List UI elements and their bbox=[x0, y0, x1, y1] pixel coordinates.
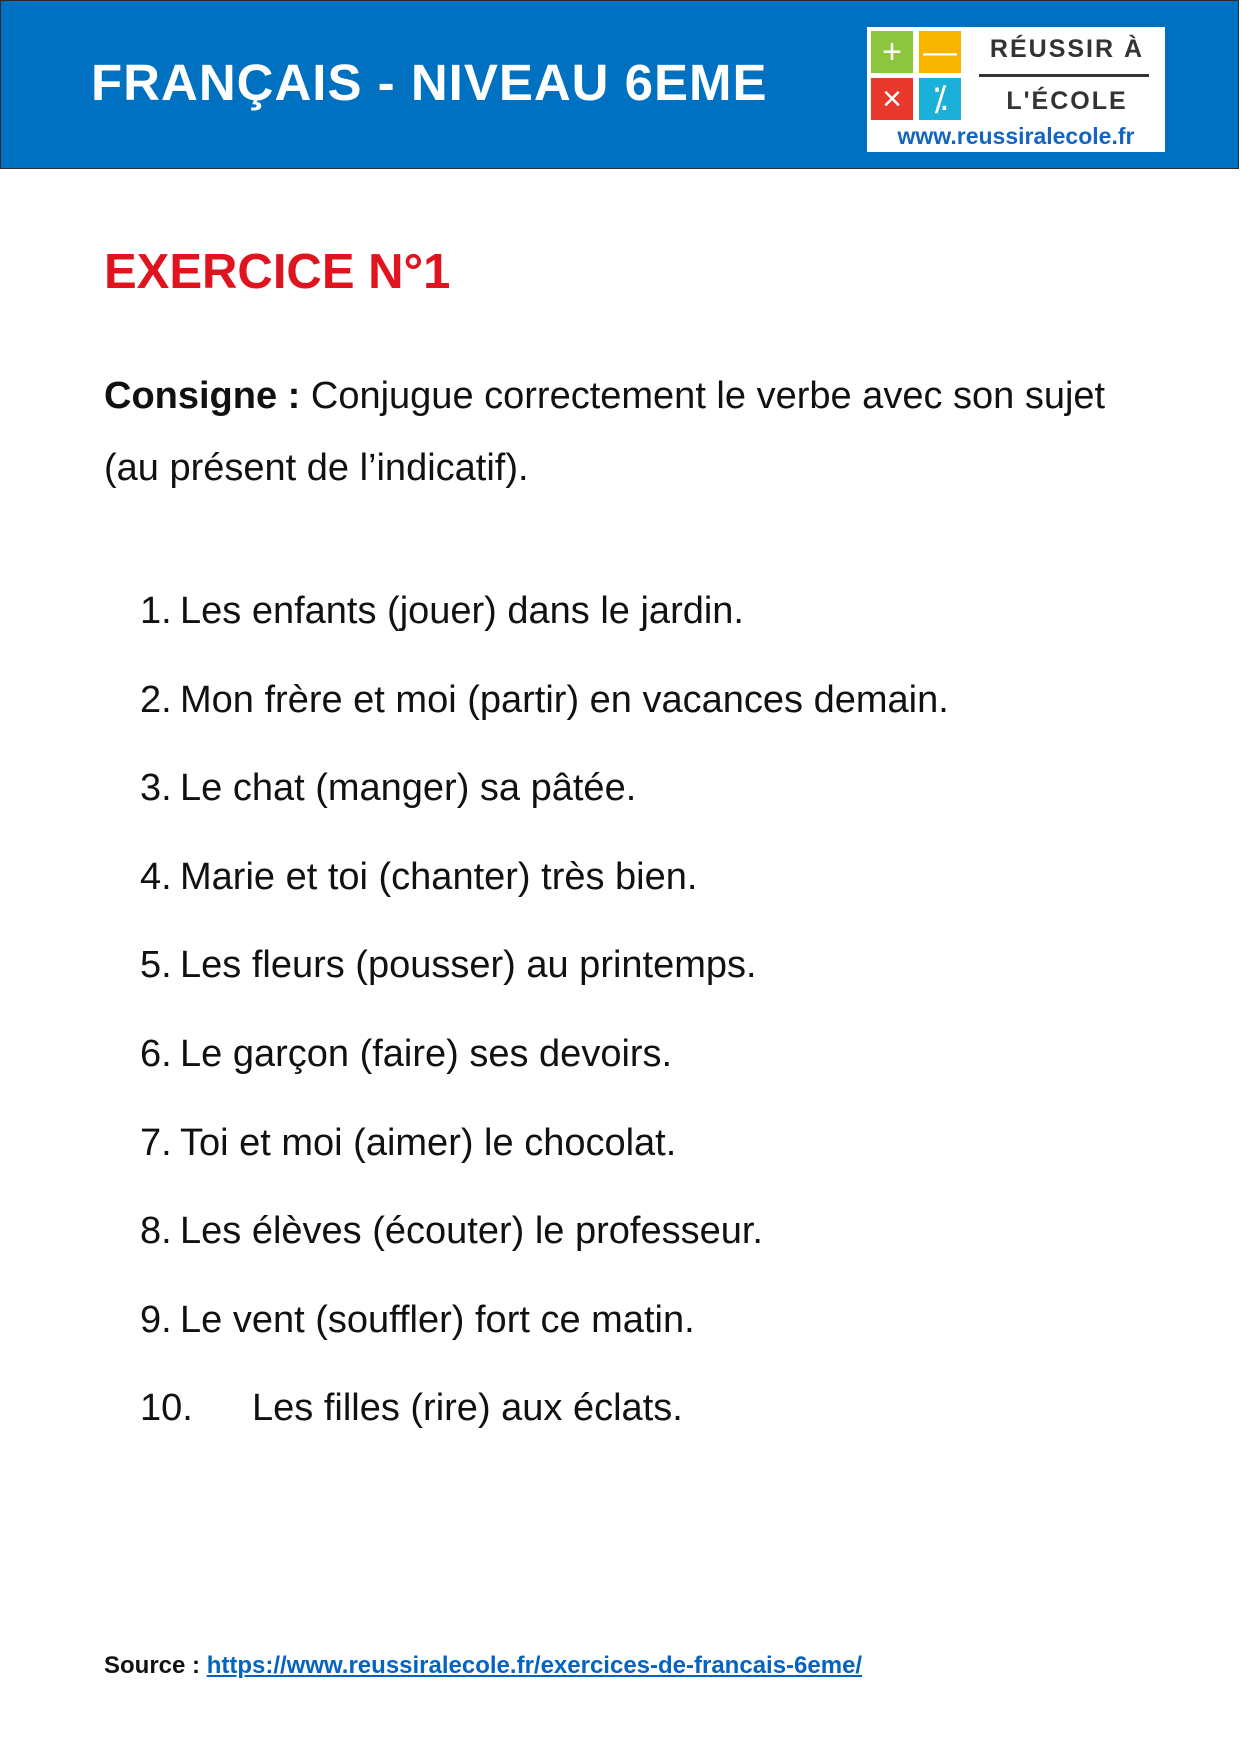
item-text: Les filles (rire) aux éclats. bbox=[252, 1387, 683, 1430]
item-number: 9. bbox=[140, 1298, 172, 1341]
item-number: 4. bbox=[140, 855, 172, 898]
source-label: Source : bbox=[104, 1652, 201, 1679]
list-item bbox=[140, 590, 949, 679]
logo-divider bbox=[979, 74, 1149, 77]
item-text: Les fleurs (pousser) au printemps. bbox=[180, 944, 757, 987]
source-line bbox=[104, 1652, 862, 1680]
item-number: 2. bbox=[140, 678, 172, 721]
instruction-label: Consigne : bbox=[104, 375, 301, 417]
list-item bbox=[140, 856, 949, 945]
minus-icon: — bbox=[919, 31, 961, 73]
logo-url[interactable]: www.reussiralecole.fr bbox=[897, 123, 1135, 149]
list-item bbox=[140, 767, 949, 856]
instruction-text: Conjugue correctement le verbe avec son sujet (au présent de l’indicatif). bbox=[104, 375, 1106, 489]
item-text: Marie et toi (chanter) très bien. bbox=[180, 855, 698, 898]
item-text: Le chat (manger) sa pâtée. bbox=[180, 767, 637, 810]
item-number: 3. bbox=[140, 767, 172, 810]
exercise-list bbox=[140, 590, 949, 1476]
page-title: FRANÇAIS - NIVEAU 6EME bbox=[91, 54, 768, 111]
list-item bbox=[140, 1122, 949, 1211]
page-header bbox=[0, 0, 1239, 169]
item-text: Mon frère et moi (partir) en vacances demain. bbox=[180, 678, 949, 721]
item-number: 6. bbox=[140, 1032, 172, 1075]
item-text: Le garçon (faire) ses devoirs. bbox=[180, 1032, 673, 1075]
list-item bbox=[140, 1387, 949, 1476]
item-text: Les enfants (jouer) dans le jardin. bbox=[180, 590, 744, 632]
item-text: Le vent (souffler) fort ce matin. bbox=[180, 1298, 695, 1341]
percent-icon: ⁒ bbox=[919, 78, 961, 120]
list-item bbox=[140, 1299, 949, 1388]
item-number: 1. bbox=[140, 590, 172, 632]
instruction bbox=[104, 360, 1164, 504]
logo-text-top: RÉUSSIR À bbox=[989, 35, 1145, 63]
list-item bbox=[140, 679, 949, 768]
item-number: 8. bbox=[140, 1210, 172, 1253]
list-item bbox=[140, 944, 949, 1033]
multiply-icon: × bbox=[871, 78, 913, 120]
item-number: 5. bbox=[140, 944, 172, 987]
site-logo bbox=[867, 27, 1165, 152]
exercise-title: EXERCICE N°1 bbox=[104, 245, 451, 299]
item-text: Les élèves (écouter) le professeur. bbox=[180, 1210, 763, 1253]
source-link[interactable]: https://www.reussiralecole.fr/exercices-de-francais-6eme/ bbox=[206, 1652, 863, 1679]
list-item bbox=[140, 1210, 949, 1299]
item-number: 10. bbox=[140, 1387, 193, 1430]
item-text: Toi et moi (aimer) le chocolat. bbox=[180, 1121, 677, 1164]
logo-text-bottom: L'ÉCOLE bbox=[1006, 87, 1128, 115]
plus-icon: + bbox=[871, 31, 913, 73]
item-number: 7. bbox=[140, 1121, 172, 1164]
list-item bbox=[140, 1033, 949, 1122]
